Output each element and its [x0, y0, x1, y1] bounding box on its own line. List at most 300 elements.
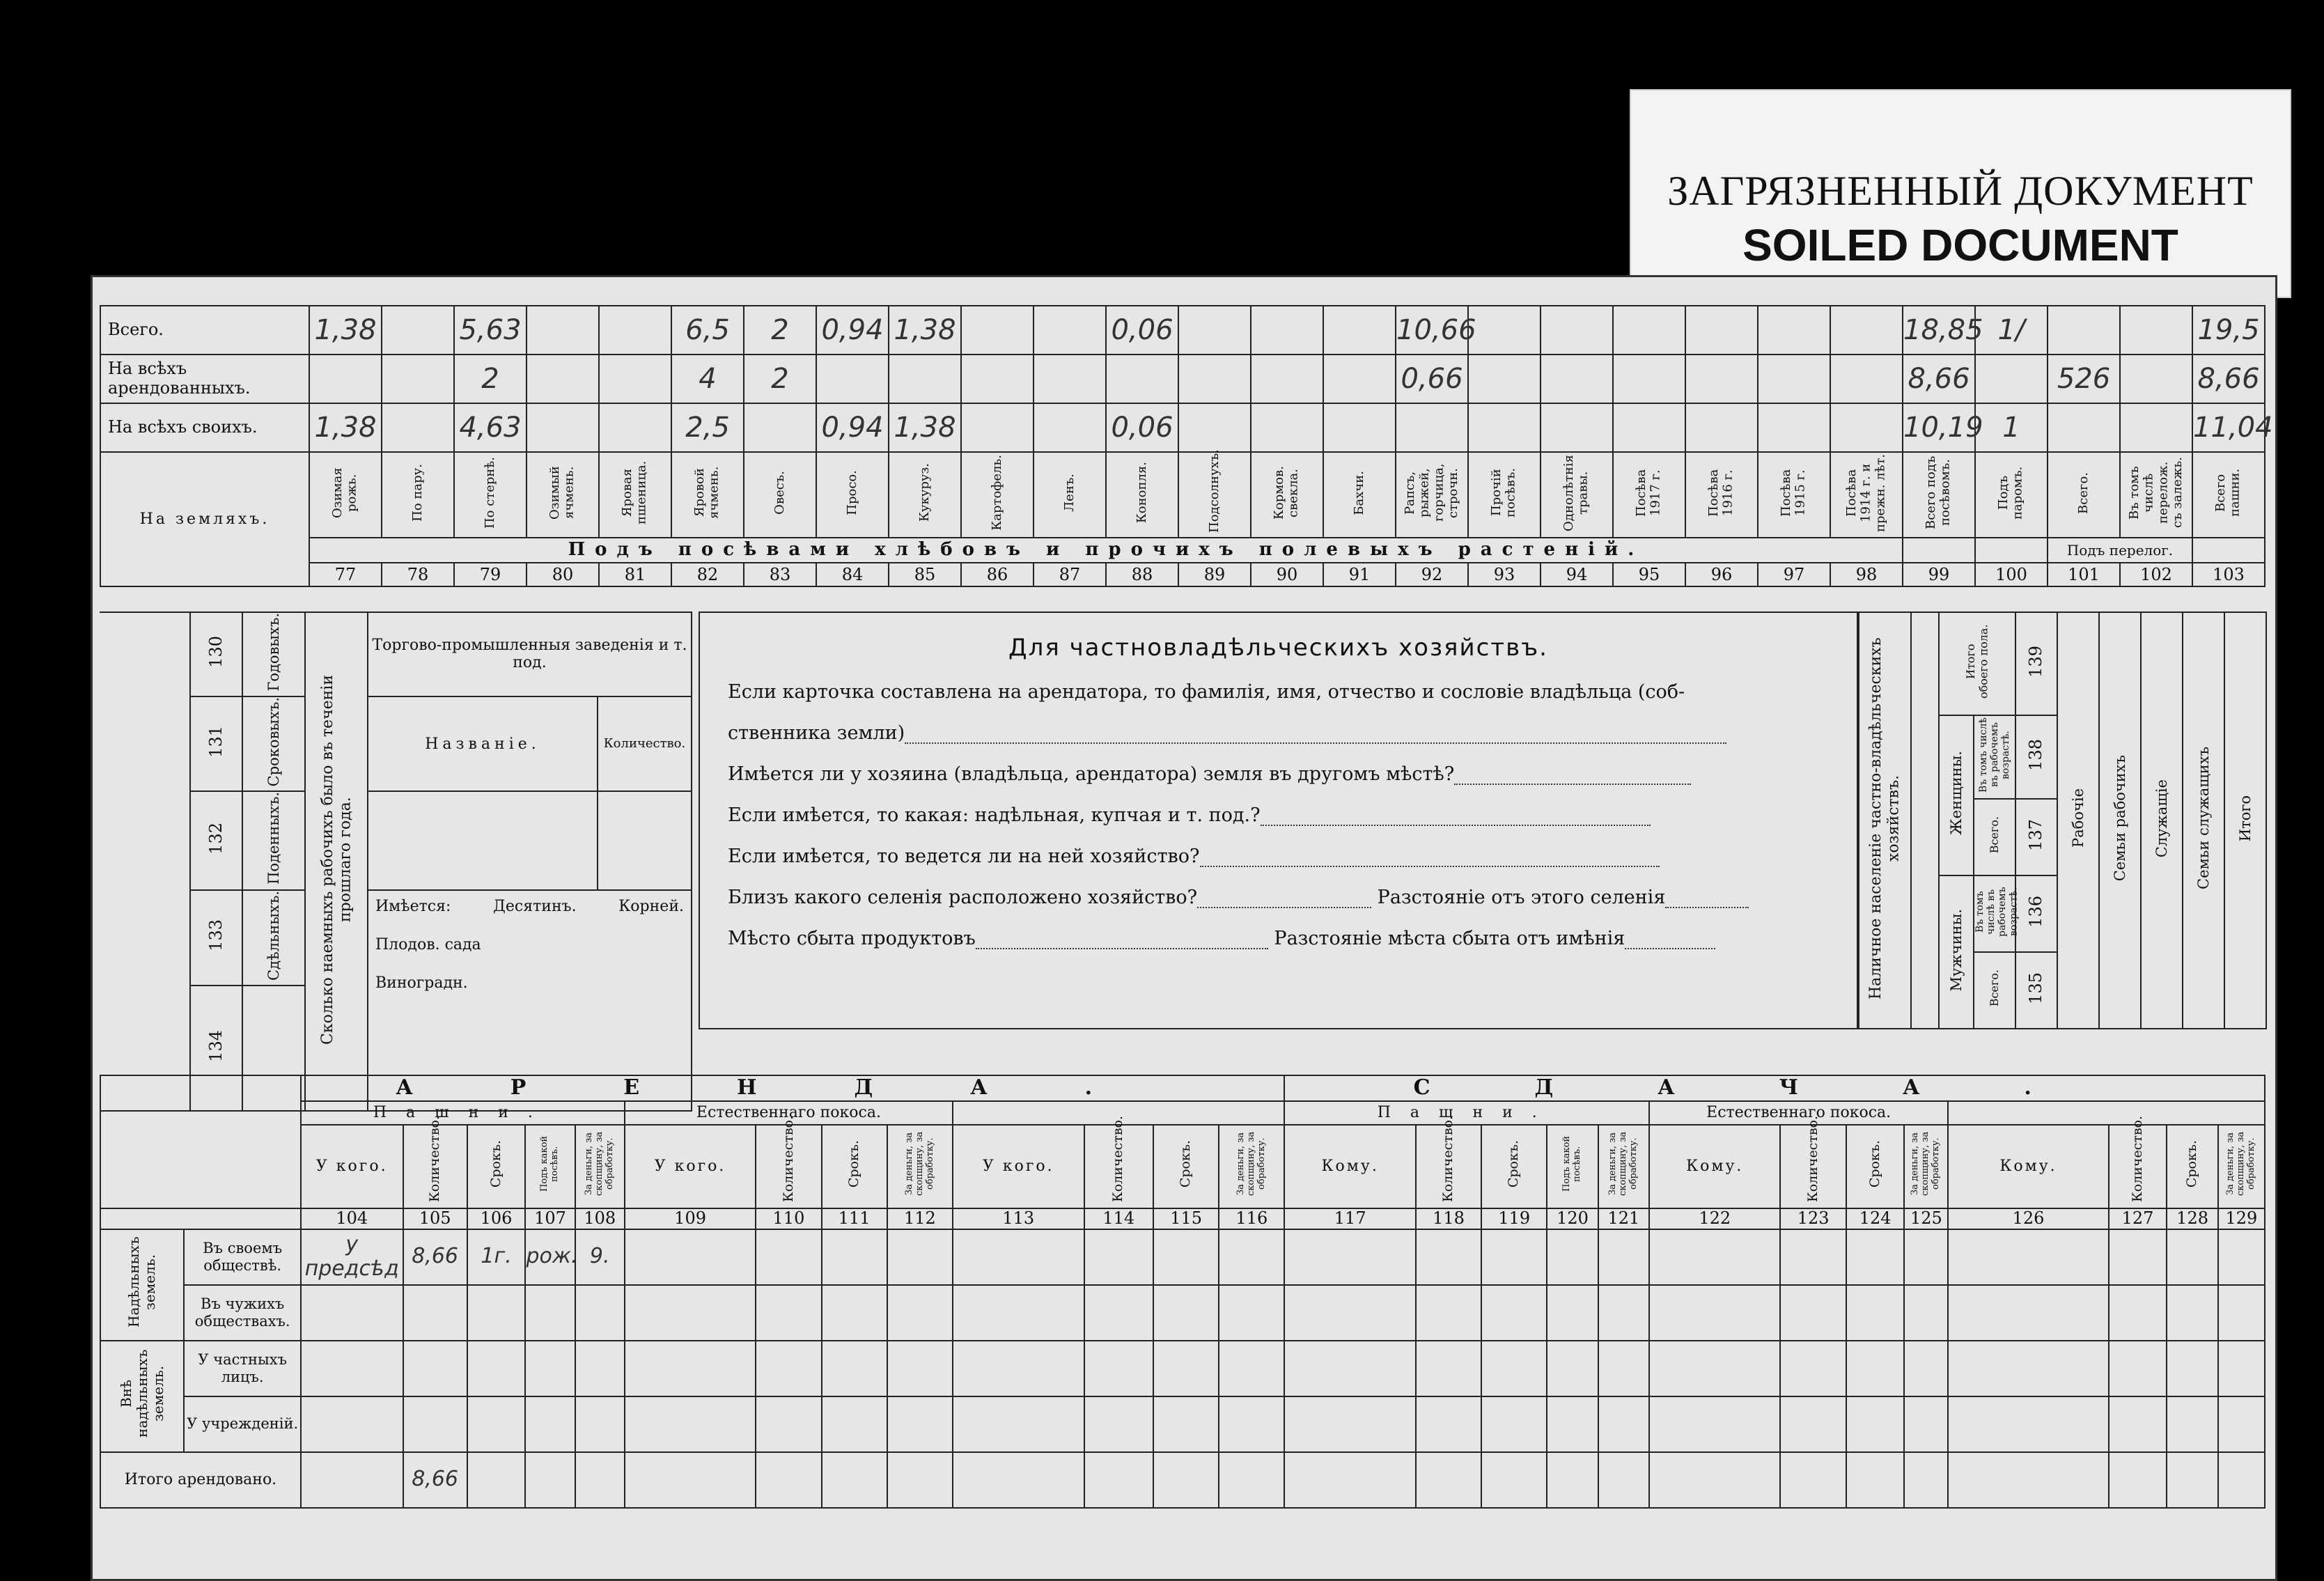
lease-cell: [822, 1452, 887, 1508]
lease-cell: 8,66: [403, 1452, 467, 1508]
group-header: [1948, 1101, 2265, 1125]
market-field[interactable]: [976, 934, 1268, 949]
handwritten-value: 1,38: [314, 314, 377, 346]
lease-cell: [467, 1341, 526, 1396]
top-cell: [961, 403, 1034, 452]
lease-cell: [953, 1229, 1084, 1285]
handwritten-value: 1/: [1997, 314, 2025, 346]
total-both-label: Итого обоего пола.: [1939, 612, 2015, 715]
lease-cell: [467, 1396, 526, 1452]
lease-cell: [1547, 1452, 1598, 1508]
lease-cell: [525, 1452, 575, 1508]
fallow-label: Подъ перелог.: [2048, 538, 2192, 563]
lease-cell: [1153, 1341, 1219, 1396]
crop-header: Просо.: [816, 452, 889, 538]
top-cell: [889, 355, 961, 403]
lease-cell: [1780, 1396, 1846, 1452]
trade-qty-header: Количество.: [598, 696, 692, 792]
top-cell: [1396, 355, 1468, 403]
crop-header: Озимый ячмень.: [527, 452, 599, 538]
q6b: Разстоянiе мѣста сбыта отъ имѣнiя: [1274, 928, 1625, 949]
lease-cell: [1780, 1285, 1846, 1341]
crop-header: Всего пашни.: [2192, 452, 2265, 538]
col-number: 107: [525, 1208, 575, 1229]
lease-cell: [756, 1341, 821, 1396]
lease-cell: [1084, 1396, 1153, 1452]
lease-cell: [2218, 1452, 2265, 1508]
top-cell: [816, 403, 889, 452]
col-number: 106: [467, 1208, 526, 1229]
lease-cell: [1948, 1396, 2108, 1452]
lease-cell: [2109, 1341, 2167, 1396]
col-number: 81: [599, 563, 671, 586]
q1: Если карточка составлена на арендатора, то фамилiя, имя, отчество и сословiе владѣльца (соб-: [728, 681, 1685, 703]
lease-cell: [887, 1229, 953, 1285]
top-cell: [816, 355, 889, 403]
handwritten-value: 2: [771, 314, 789, 346]
crop-header: По стернѣ.: [454, 452, 527, 538]
col-number: 108: [575, 1208, 625, 1229]
row-label: На всѣхъ арендованныхъ.: [100, 355, 309, 403]
lease-col-header: Подъ какой посѣвъ.: [1547, 1125, 1598, 1208]
lease-col-header: Срокъ.: [1481, 1125, 1547, 1208]
market-distance-field[interactable]: [1625, 934, 1715, 949]
top-cell: [671, 403, 744, 452]
men-work-label: Въ томъ числѣ въ рабочемъ возрастѣ.: [1974, 875, 2015, 952]
men-label: Мужчины.: [1939, 875, 1974, 1029]
top-cell: [599, 306, 671, 355]
trade-title: Торгово-промышленныя заведенiя и т. под.: [368, 612, 692, 696]
village-distance-field[interactable]: [1665, 893, 1749, 908]
lease-cell: [1416, 1285, 1481, 1341]
top-cell: [2120, 403, 2192, 452]
lease-cell: [1284, 1452, 1415, 1508]
lease-cell: [1153, 1229, 1219, 1285]
col-number: 110: [756, 1208, 821, 1229]
top-cell: [2048, 403, 2120, 452]
lease-cell: [1219, 1285, 1284, 1341]
col-number: 101: [2048, 563, 2120, 586]
top-cell: [1396, 403, 1468, 452]
lease-cell: [1219, 1229, 1284, 1285]
top-cell: [2048, 306, 2120, 355]
owner-field[interactable]: [905, 729, 1726, 744]
col-number: 125: [1904, 1208, 1948, 1229]
lease-cell: [575, 1285, 625, 1341]
handwritten-value: 10,66: [1396, 314, 1476, 346]
top-cell: [1541, 306, 1613, 355]
col-number: 127: [2109, 1208, 2167, 1229]
lease-cell: [1219, 1452, 1284, 1508]
lease-row-label: Въ своемъ обществѣ.: [184, 1229, 301, 1285]
group-header: Естественнаго покоса.: [1649, 1101, 1948, 1125]
crop-header: По пару.: [382, 452, 454, 538]
q5b: Разстоянiе отъ этого селенiя: [1377, 887, 1666, 908]
lease-cell: [1481, 1285, 1547, 1341]
col-number: 79: [454, 563, 527, 586]
top-cell: [599, 403, 671, 452]
lease-cell: [1084, 1285, 1153, 1341]
top-cell: [1541, 403, 1613, 452]
lease-cell: [403, 1396, 467, 1452]
lease-cell: [1649, 1452, 1780, 1508]
handwritten-value: 8,66: [1908, 363, 1970, 395]
col-number: 124: [1846, 1208, 1905, 1229]
land-type-field[interactable]: [1261, 811, 1651, 826]
lease-col-header: У кого.: [625, 1125, 756, 1208]
lease-col-header: Подъ какой посѣвъ.: [525, 1125, 575, 1208]
lease-cell: [2167, 1396, 2217, 1452]
top-cell: [1685, 355, 1758, 403]
top-cell: [2192, 355, 2265, 403]
hired-workers-label: Сколько наемныхъ рабочихъ было въ теченiи прошлаго года.: [305, 612, 368, 1111]
handwritten-value: 11,04: [2193, 412, 2273, 444]
lease-cell: [1547, 1396, 1598, 1452]
lease-cell: [1948, 1452, 2108, 1508]
lease-cell: [625, 1229, 756, 1285]
top-cell: [1178, 403, 1251, 452]
lease-cell: [1084, 1452, 1153, 1508]
row-group: Внѣ надѣльныхъ земель.: [100, 1341, 184, 1452]
lease-cell: [887, 1285, 953, 1341]
lease-cell: [1153, 1396, 1219, 1452]
handwritten-value: 0,06: [1111, 314, 1173, 346]
sown-area-table: [100, 305, 2273, 587]
q6: Мѣсто сбыта продуктовъ: [728, 928, 976, 949]
col-number: 98: [1830, 563, 1903, 586]
lease-cell: [1904, 1285, 1948, 1341]
col-number: 119: [1481, 1208, 1547, 1229]
lease-cell: [575, 1452, 625, 1508]
handwritten-value: 4: [699, 363, 717, 395]
lease-col-header: Количество.: [1416, 1125, 1481, 1208]
top-cell: [816, 306, 889, 355]
lease-row-label: У частныхъ лицъ.: [184, 1341, 301, 1396]
lease-col-header: Срокъ.: [1153, 1125, 1219, 1208]
livestock-blank: [100, 612, 190, 1111]
lease-cell: [525, 1285, 575, 1341]
top-cell: [1975, 403, 2048, 452]
top-cell: [2192, 306, 2265, 355]
village-field[interactable]: [1197, 893, 1371, 908]
lease-cell: [1904, 1229, 1948, 1285]
col-number: 105: [403, 1208, 467, 1229]
pop-num-135: 135: [2015, 952, 2057, 1029]
top-cell: [527, 403, 599, 452]
lease-cell: [1948, 1285, 2108, 1341]
lease-cell: [1846, 1229, 1905, 1285]
lease-cell: [467, 1452, 526, 1508]
lease-col-header: За деньги, за скопщину, за обработку.: [1598, 1125, 1649, 1208]
crop-header: Яровая пшеница.: [599, 452, 671, 538]
col-number: 77: [309, 563, 382, 586]
col-number: 120: [1547, 1208, 1598, 1229]
livestock-num-134: 134: [190, 986, 242, 1111]
lease-cell: [2167, 1229, 2217, 1285]
lease-cell: [756, 1229, 821, 1285]
top-cell: [309, 355, 382, 403]
col-number: 103: [2192, 563, 2265, 586]
roots-label: Корней.: [618, 897, 684, 915]
lease-cell: [1084, 1229, 1153, 1285]
pop-num-139: 139: [2015, 612, 2057, 715]
top-cell: [454, 403, 527, 452]
top-cell: [1613, 403, 1685, 452]
crop-header: Однолѣтнiя травы.: [1541, 452, 1613, 538]
lease-col-header: Кому.: [1948, 1125, 2108, 1208]
col-number: 90: [1251, 563, 1323, 586]
q5: Близъ какого селенiя расположено хозяйство?: [728, 887, 1198, 908]
top-cell: [1034, 403, 1106, 452]
lease-col-header: За деньги, за скопщину, за обработку.: [1904, 1125, 1948, 1208]
lease-cell: [1649, 1396, 1780, 1452]
women-total-label: Всего.: [1974, 799, 2015, 875]
lease-cell: [1598, 1452, 1649, 1508]
lease-cell: [1649, 1229, 1780, 1285]
top-cell: [1178, 355, 1251, 403]
col-number: 89: [1178, 563, 1251, 586]
col-number: 99: [1903, 563, 1975, 586]
top-cell: [309, 403, 382, 452]
lease-cell: [403, 1285, 467, 1341]
livestock-label-131: Сроковыхъ.: [242, 696, 305, 792]
col-number: 109: [625, 1208, 756, 1229]
lease-col-header: За деньги, за скопщину, за обработку.: [2218, 1125, 2265, 1208]
group-header: Пашни.: [1284, 1101, 1649, 1125]
handwritten-value: 18,85: [1903, 314, 1983, 346]
top-cell: [1613, 355, 1685, 403]
stamp-en: SOILED DOCUMENT: [1742, 220, 2178, 270]
top-cell: [744, 355, 816, 403]
sdacha-title: СДАЧА.: [1284, 1075, 2265, 1101]
top-cell: [1468, 403, 1541, 452]
lease-cell: [953, 1396, 1084, 1452]
col-number: 83: [744, 563, 816, 586]
crop-header: Кукуруз.: [889, 452, 961, 538]
top-cell: [1903, 403, 1983, 452]
col-number: 122: [1649, 1208, 1780, 1229]
lease-cell: [1598, 1285, 1649, 1341]
lease-cell: [822, 1396, 887, 1452]
top-cell: [1106, 355, 1178, 403]
crop-header: Ленъ.: [1034, 452, 1106, 538]
pop-num-136: 136: [2015, 875, 2057, 952]
lease-cell: [1904, 1396, 1948, 1452]
col-number: 111: [822, 1208, 887, 1229]
col-workers: Рабочiе: [2057, 612, 2099, 1029]
col-number: 112: [887, 1208, 953, 1229]
lease-cell: [822, 1285, 887, 1341]
top-cell: [382, 403, 454, 452]
has-label: Имѣется:: [375, 897, 451, 915]
top-cell: [1541, 355, 1613, 403]
lease-cell: у предсѣд: [301, 1229, 403, 1285]
top-cell: [1034, 306, 1106, 355]
lease-cell: [1846, 1452, 1905, 1508]
col-number: 96: [1685, 563, 1758, 586]
census-card: [91, 275, 2277, 1581]
handwritten-value: 1,38: [894, 412, 956, 444]
top-cell: [1613, 306, 1685, 355]
livestock-num-131: 131: [190, 696, 242, 792]
row-label: Всего.: [100, 306, 309, 355]
lease-cell: [2218, 1396, 2265, 1452]
population-label: Наличное населенiе частно-владѣльческихъ хозяйствъ.: [1859, 612, 1911, 1029]
lease-cell: [1481, 1452, 1547, 1508]
top-cell: [527, 306, 599, 355]
lease-col-header: Срокъ.: [2167, 1125, 2217, 1208]
orchard-label: Плодов. сада: [375, 935, 481, 953]
women-work-label: Въ томъ числѣ въ рабочемъ возрастѣ.: [1974, 715, 2015, 799]
lease-cell: 8,66: [403, 1229, 467, 1285]
private-title: Для частновладѣльческихъ хозяйствъ.: [1008, 634, 1548, 662]
total-leased-label: Итого арендовано.: [100, 1452, 301, 1508]
other-land-field[interactable]: [1454, 770, 1691, 785]
lease-col-header: Количество.: [1084, 1125, 1153, 1208]
lease-cell: [1084, 1341, 1153, 1396]
crop-header: Посѣва 1916 г.: [1685, 452, 1758, 538]
crop-header: Подсолнухъ.: [1178, 452, 1251, 538]
lease-cell: [1153, 1452, 1219, 1508]
sown-band: Подъ посѣвами хлѣбовъ и прочихъ полевыхъ растенiй.: [309, 538, 1903, 563]
lease-row-label: Въ чужихъ обществахъ.: [184, 1285, 301, 1341]
lease-cell: [756, 1452, 821, 1508]
col-number: 118: [1416, 1208, 1481, 1229]
lease-cell: [1649, 1341, 1780, 1396]
lease-cell: [756, 1285, 821, 1341]
lease-cell: [1219, 1341, 1284, 1396]
col-number: 102: [2120, 563, 2192, 586]
top-cell: [1685, 306, 1758, 355]
lease-cell: [887, 1396, 953, 1452]
arenda-title: АРЕНДА.: [301, 1075, 1285, 1101]
top-cell: [454, 306, 527, 355]
lease-cell: рож.: [525, 1229, 575, 1285]
col-number: 82: [671, 563, 744, 586]
lease-cell: [2218, 1341, 2265, 1396]
col-number: 94: [1541, 563, 1613, 586]
lease-cell: [887, 1341, 953, 1396]
lease-cell: [1416, 1452, 1481, 1508]
lease-cell: [1780, 1229, 1846, 1285]
women-label: Женщины.: [1939, 715, 1974, 875]
lease-cell: [2167, 1285, 2217, 1341]
top-cell: [599, 355, 671, 403]
handwritten-value: 1,38: [894, 314, 956, 346]
col-number: 88: [1106, 563, 1178, 586]
livestock-label-130: Годовыхъ.: [242, 612, 305, 696]
lease-cell: [1598, 1341, 1649, 1396]
livestock-label-132: Поденныхъ.: [242, 791, 305, 889]
top-cell: [382, 306, 454, 355]
top-cell: [1106, 403, 1178, 452]
lease-cell: [625, 1341, 756, 1396]
crop-header: Озимая рожь.: [309, 452, 382, 538]
q3: Если имѣется, то какая: надѣльная, купчая и т. под.?: [728, 804, 1261, 826]
col-number: 92: [1396, 563, 1468, 586]
top-cell: [1106, 306, 1178, 355]
lease-cell: [2167, 1452, 2217, 1508]
handwritten-value: 2,5: [685, 412, 730, 444]
col-employees: Служащiе: [2141, 612, 2183, 1029]
lease-cell: [625, 1285, 756, 1341]
lease-cell: [1284, 1341, 1415, 1396]
lease-cell: [2109, 1396, 2167, 1452]
handwritten-value: 6,5: [685, 314, 730, 346]
lease-cell: [1904, 1341, 1948, 1396]
lease-cell: [1649, 1285, 1780, 1341]
crop-header: Въ томъ числѣ перелож. съ залежь.: [2120, 452, 2192, 538]
crop-header: Всего.: [2048, 452, 2120, 538]
col-worker-families: Семьи рабочихъ: [2099, 612, 2141, 1029]
lease-cell: [1780, 1452, 1846, 1508]
top-cell: [2192, 403, 2273, 452]
lease-cell: [1416, 1341, 1481, 1396]
top-cell: [1975, 355, 2048, 403]
top-cell: [2048, 355, 2120, 403]
lease-cell: [1598, 1229, 1649, 1285]
farming-field[interactable]: [1200, 852, 1660, 867]
livestock-label-133: Сдѣльныхъ.: [242, 890, 305, 986]
top-cell: [2120, 355, 2192, 403]
top-cell: [961, 306, 1034, 355]
lease-cell: [1481, 1229, 1547, 1285]
lease-cell: [1846, 1341, 1905, 1396]
row-group: Надѣльныхъ земель.: [100, 1229, 184, 1341]
col-number: 123: [1780, 1208, 1846, 1229]
crop-header: Подъ паромъ.: [1975, 452, 2048, 538]
lease-cell: [2109, 1452, 2167, 1508]
livestock-num-133: 133: [190, 890, 242, 986]
handwritten-value: 1: [2002, 412, 2020, 444]
group-header: Естественнаго покоса.: [625, 1101, 953, 1125]
lease-col-header: У кого.: [301, 1125, 403, 1208]
lease-col-header: Срокъ.: [467, 1125, 526, 1208]
top-cell: [527, 355, 599, 403]
population-block: [1858, 612, 2267, 1029]
top-cell: [2120, 306, 2192, 355]
top-cell: [1323, 355, 1396, 403]
crop-header: Посѣва 1917 г.: [1613, 452, 1685, 538]
lease-cell: [953, 1285, 1084, 1341]
lease-cell: [625, 1396, 756, 1452]
handwritten-value: 1,38: [314, 412, 377, 444]
lease-cell: [756, 1396, 821, 1452]
top-cell: [1830, 403, 1903, 452]
top-cell: [1323, 306, 1396, 355]
lease-cell: [301, 1341, 403, 1396]
lease-cell: [887, 1452, 953, 1508]
top-cell: [454, 355, 527, 403]
private-farm-panel: [699, 612, 1858, 1029]
lease-cell: [301, 1396, 403, 1452]
handwritten-value: 8,66: [2197, 363, 2260, 395]
top-cell: [889, 403, 961, 452]
handwritten-value: 0,94: [821, 412, 884, 444]
lease-cell: [301, 1285, 403, 1341]
lease-cell: [2109, 1285, 2167, 1341]
lease-cell: [1948, 1229, 2108, 1285]
stamp-ru: ЗАГРЯЗНЕННЫЙ ДОКУМЕНТ: [1667, 168, 2254, 214]
top-cell: [1758, 403, 1830, 452]
lease-cell: [1780, 1341, 1846, 1396]
lease-col-header: У кого.: [953, 1125, 1084, 1208]
trade-rows: [368, 791, 598, 889]
trade-name-header: Названiе.: [368, 696, 598, 792]
col-number: 117: [1284, 1208, 1415, 1229]
handwritten-value: 2: [481, 363, 499, 395]
livestock-num-132: 132: [190, 791, 242, 889]
